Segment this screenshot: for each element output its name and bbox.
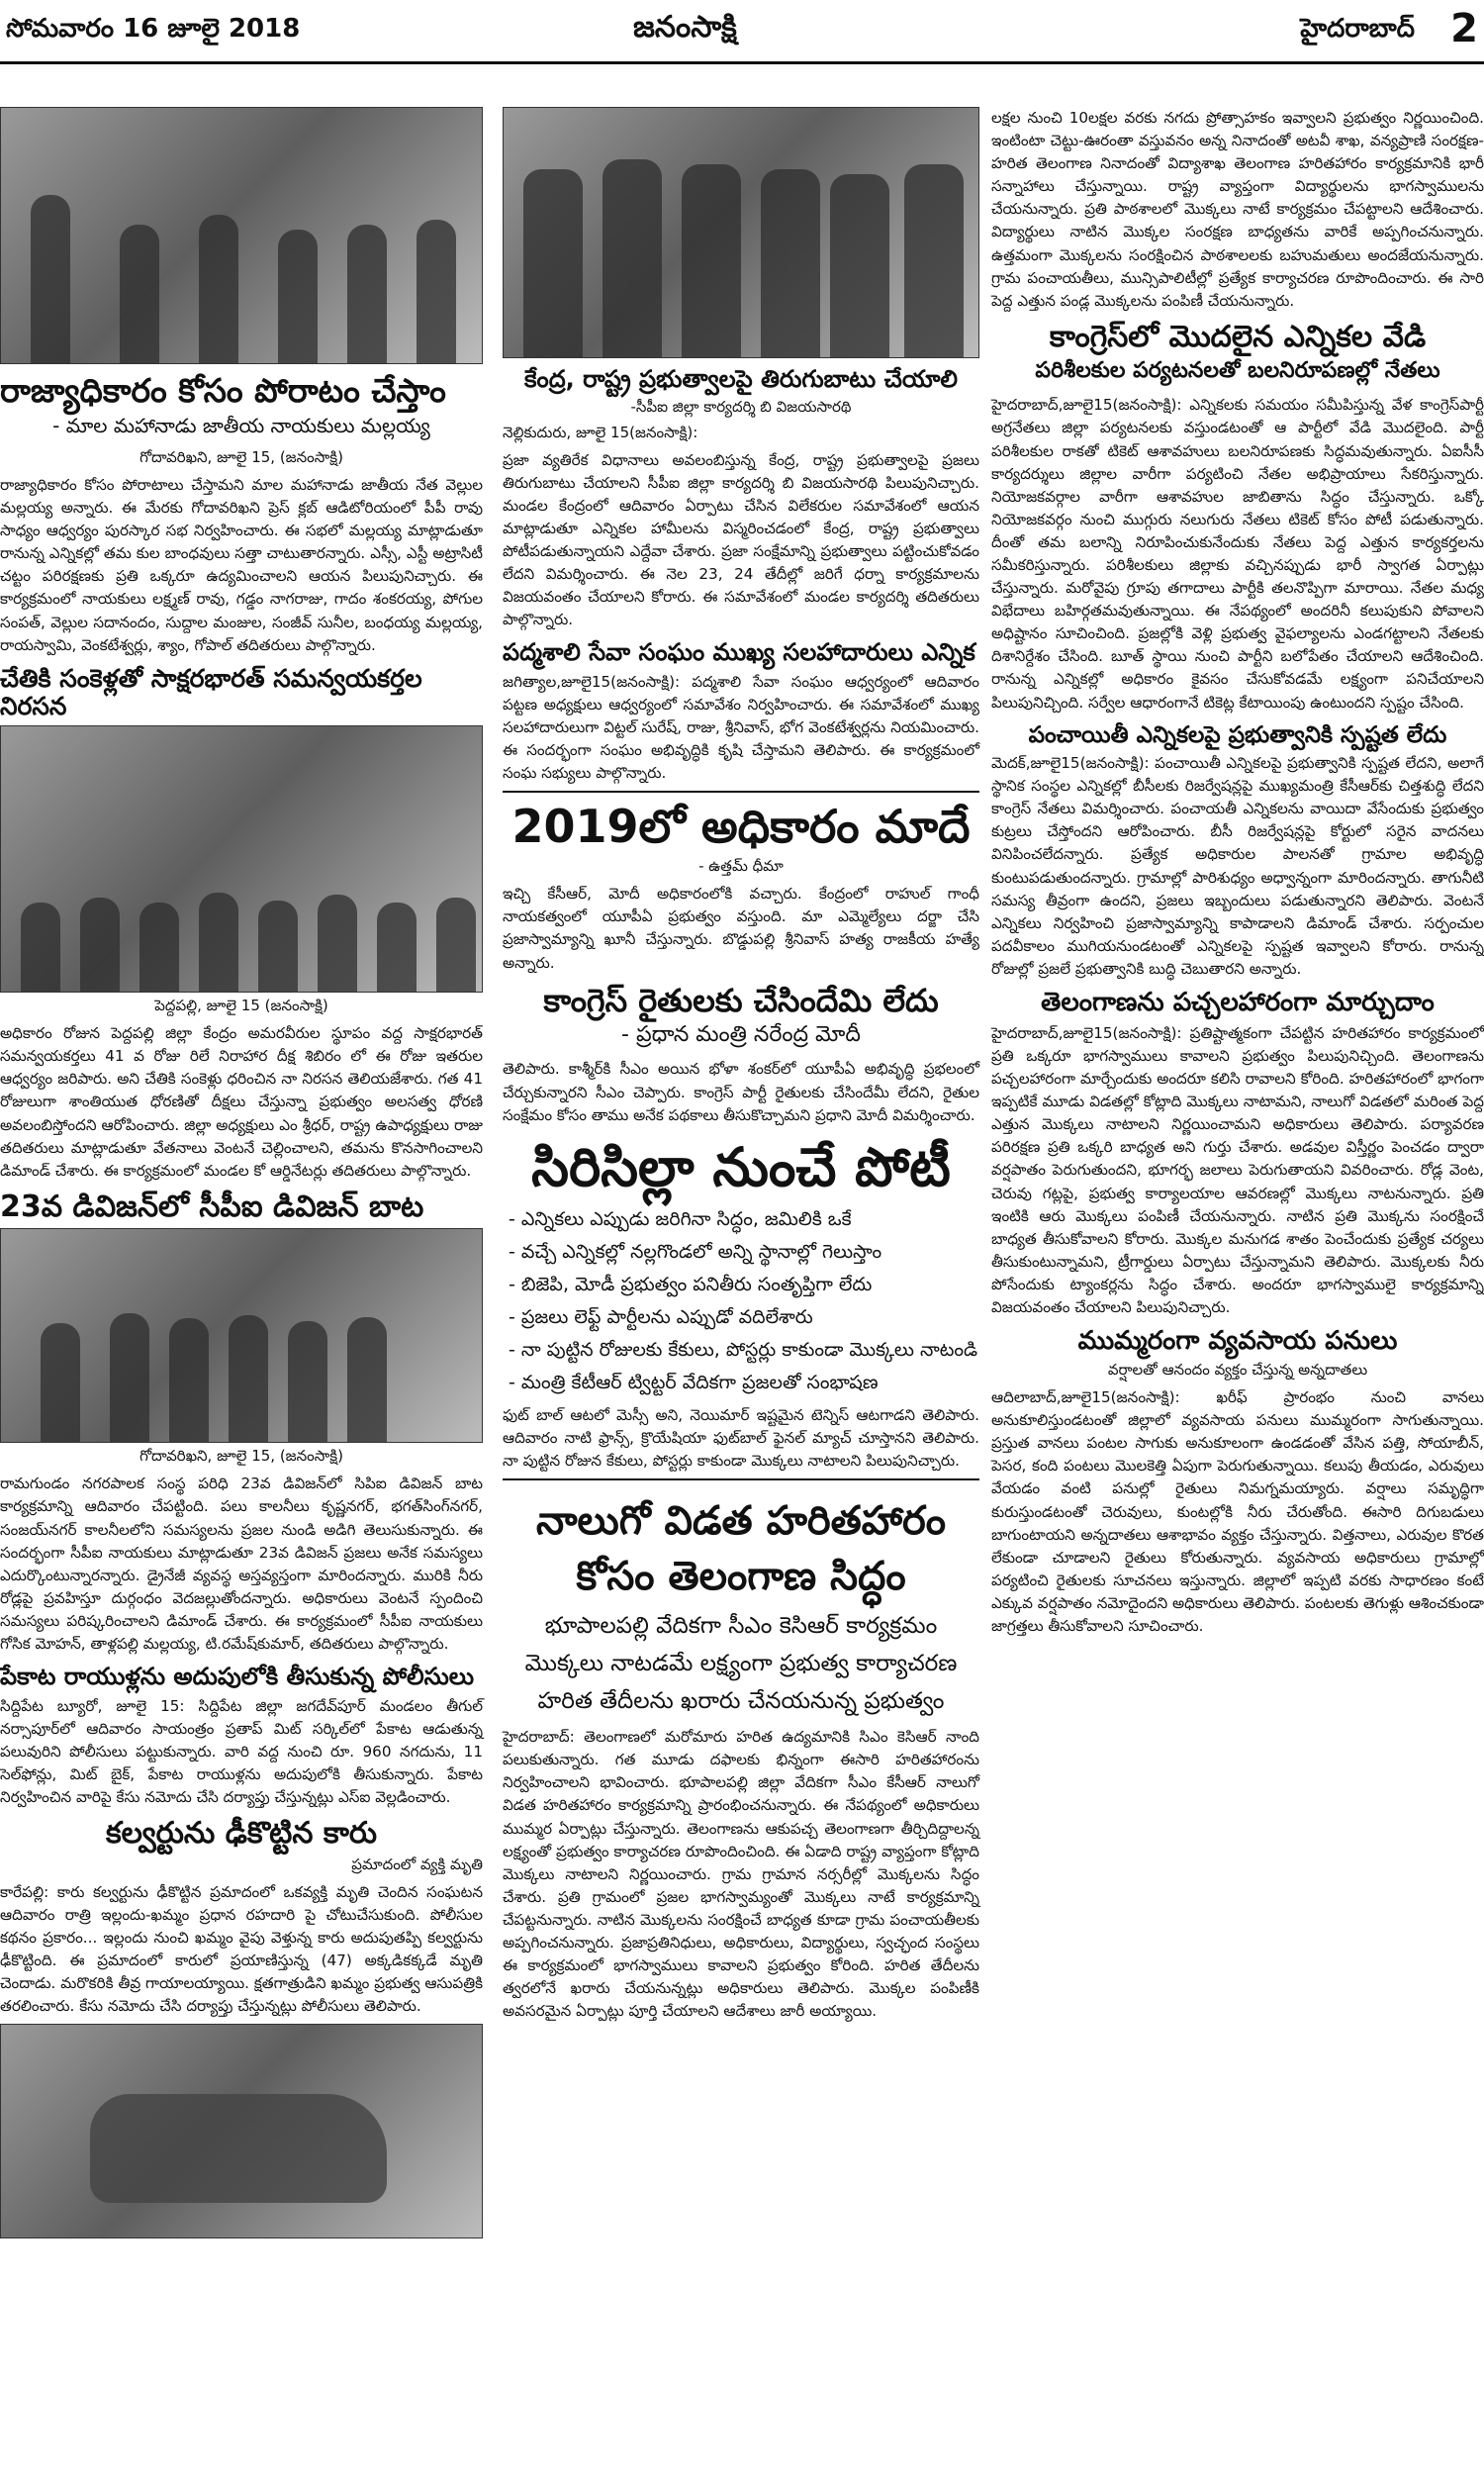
column-2	[503, 107, 979, 2023]
divider	[503, 791, 979, 793]
page-header	[0, 0, 1484, 64]
article-2-dateline: పెద్దపల్లి, జూలై 15 (జనంసాక్షి)	[154, 997, 328, 1015]
article-11-headline-line-1: నాలుగో విడత హరితహారం	[535, 1498, 947, 1545]
protest-photo	[0, 725, 483, 993]
article-1-dateline: గోదావరిఖని, జూలై 15, (జనంసాక్షి)	[139, 447, 343, 466]
divider	[503, 1478, 979, 1480]
article-2-headline: చేతికి సంకెళ్లతో సాక్షరభారత్ సమన్వయకర్తల నిరసన	[0, 663, 422, 721]
article-10-body: ఫుట్ బాల్ ఆటలో మెస్సీ అని, నెయిమార్ ఇష్టమైన టెన్నిస్ ఆటగాడని తెలిపారు. ఆదివారం నాటి ఫ్రాన్స్, క్రొయేషియా ఫుట్‌బాల్ ఫైనల్ మ్యాచ్ చూస్తానని తెలిపారు. నా పుట్టిన రోజున కేకులు, పోస్టర్లు కాకుండా మొక్కలు నాటాలని పిలుపునిచ్చారు.	[503, 1405, 979, 1471]
article-8-subhead: - ఉత్తమ్ ధీమా	[698, 857, 784, 876]
bullet-item: - ఎన్నికలు ఎప్పుడు జరిగినా సిద్ధం, జమిలికి ఒకే	[509, 1207, 852, 1230]
article-5-subhead: ప్రమాదంలో వ్యక్తి మృతి	[351, 1855, 483, 1873]
column-3	[991, 107, 1484, 1638]
article-3-headline: 23వ డివిజన్‌లో సీపీఐ డివిజన్ బాట	[0, 1189, 424, 1224]
article-15-subhead: వర్షాలతో ఆనందం వ్యక్తం చేస్తున్న అన్నదాతలు	[1107, 1361, 1368, 1380]
bullet-item: - బిజెపి, మోడీ ప్రభుత్వం పనితీరు సంతృప్తిగా లేదు	[509, 1273, 873, 1295]
article-6-dateline: నెల్లికుదురు, జూలై 15(జనంసాక్షి):	[503, 423, 698, 441]
article-6-headline: కేంద్ర, రాష్ట్ర ప్రభుత్వాలపై తిరుగుబాటు చేయాలి	[524, 365, 958, 393]
article-1-subhead: - మాల మహానాడు జాతీయ నాయకులు మల్లయ్య	[52, 413, 430, 437]
article-1-headline: రాజ్యాధికారం కోసం పోరాటం చేస్తాం	[0, 371, 446, 410]
car-accident-photo	[0, 2024, 483, 2238]
bullet-item: - ప్రజలు లెఫ్ట్ పార్టీలను ఎప్పుడో వదిలేశారు	[509, 1305, 813, 1328]
article-4-headline: పేకాట రాయుళ్లను అదుపులోకి తీసుకున్న పోలీసులు	[0, 1663, 475, 1691]
article-12-body: హైదరాబాద్,జూలై15(జనంసాక్షి): ఎన్నికలకు సమయం సమీపిస్తున్న వేళ కాంగ్రెస్‌పార్టీ అగ్రనేతలు జిల్లా పర్యటనలకు వస్తుండటంతో ఆ పార్టీలో వేడి మొదలైంది. పార్టీ పరిశీలకుల రాకతో టికెట్ ఆశావహులు బలనిరూపణకు సిద్ధమవుతున్నారు. ఏఐసీసీ కార్యదర్శులు జిల్లాల వారీగా పర్యటించి నేతల అభిప్రాయాలు సేకరిస్తున్నారు. నియోజకవర్గాల వారీగా ఆశావహుల జాబితాను సిద్ధం చేస్తున్నారు. ఒక్కో నియోజకవర్గం నుంచి ముగ్గురు నలుగురు నేతలు టికెట్ కోసం పోటీ పడుతున్నారు. దీంతో తమ బలాన్ని నిరూపించుకునేందుకు నేతలు పెద్ద ఎత్తున కార్యకర్తలను సమీకరిస్తున్నారు. పరిశీలకులు జిల్లాకు వచ్చినప్పుడు భారీ స్వాగత ఏర్పాట్లు చేస్తున్నారు. మరోవైపు గ్రూపు తగాదాలు పార్టీకి తలనొప్పిగా మారాయి. నేతల మధ్య విభేదాలు బహిర్గతమవుతున్నాయి. ఈ నేపథ్యంలో అందరినీ కలుపుకుని పోవాలని అధిష్టానం సూచించింది. ప్రజల్లోకి వెళ్లి ప్రభుత్వ వైఫల్యాలను ఎండగట్టాలని నేతలకు దిశానిర్దేశం చేసింది. బూత్ స్థాయి నుంచి పార్టీని బలోపేతం చేయాలని ఆదేశించింది. రానున్న ఎన్నికల్లో అధికారం కైవసం చేసుకోవడమే లక్ష్యంగా పనిచేయాలని పిలుపునిచ్చింది. సర్వేల ఆధారంగానే టికెట్ల కేటాయింపు ఉంటుందని స్పష్టం చేసింది.	[991, 396, 1484, 712]
article-11-continued: లక్షల నుంచి 10లక్షల వరకు నగదు ప్రోత్సాహకం ఇవ్వాలని ప్రభుత్వం నిర్ణయించింది. ఇంటింటా చెట్టు-ఊరంతా వస్తువనం అన్న నినాదంతో అటవీ శాఖ, వన్యప్రాణి సంరక్షణ-హరిత తెలంగాణ నినాదంతో విద్యాశాఖ తెలంగాణ హరితహారం కార్యక్రమానికి భారీ సన్నాహాలు చేస్తున్నాయి. రాష్ట్ర వ్యాప్తంగా విద్యార్థులను భాగస్వాములను చేయనున్నారు. ప్రతి పాఠశాలలో మొక్కలు నాటే కార్యక్రమం చేపట్టాలని ఆదేశించారు. విద్యార్థులు నాటిన మొక్కల సంరక్షణ బాధ్యతను వారికే అప్పగించనున్నారు. ఉత్తమంగా మొక్కలను సంరక్షించిన పాఠశాలలకు బహుమతులు అందజేయనున్నారు. గ్రామ పంచాయతీలు, మున్సిపాలిటీల్లో ప్రత్యేక కార్యాచరణ రూపొందించారు. ఈ సారి పెద్ద ఎత్తున పండ్ల మొక్కలను పంపిణీ చేయనున్నారు.	[991, 109, 1484, 310]
article-3-dateline: గోదావరిఖని, జూలై 15, (జనంసాక్షి)	[139, 1447, 343, 1466]
article-9-body: తెలిపారు. కాశ్మీర్‌కి సీఎం అయిన భోళా శంకర్‌లో యూపీఏ అభివృద్ధి ప్రభలంలో చేర్చుకున్నారని సీఎం చెప్పారు. కాంగ్రెస్ పార్టీ రైతులకు చేసిందేమీ లేదని, రైతుల సంక్షేమం కోసం తాము అనేక పథకాలు తీసుకొచ్చామని ప్రధాని మోదీ విమర్శించారు.	[503, 1060, 979, 1124]
article-13-body: మెదక్,జూలై15(జనంసాక్షి): పంచాయితీ ఎన్నికలపై ప్రభుత్వానికి స్పష్టత లేదని, అలాగే స్థానిక సంస్థల ఎన్నికల్లో బీసీలకు రిజర్వేషన్లపై ముఖ్యమంత్రి కేసీఆర్‌కు చిత్తశుద్ధి లేదని కాంగ్రెస్ నేతలు విమర్శించారు. పంచాయతీ ఎన్నికలను వాయిదా వేసేందుకు ప్రభుత్వం కుట్రలు చేస్తోందని ఆరోపించారు. బీసీ రిజర్వేషన్లపై కోర్టులో సరైన వాదనలు వినిపించలేదన్నారు. ప్రత్యేక అధికారుల పాలనతో గ్రామాల అభివృద్ధి కుంటుపడుతుందన్నారు. గ్రామాల్లో పారిశుధ్యం అధ్వాన్నంగా మారిందన్నారు. తాగునీటి సమస్య తీవ్రంగా ఉందని, ప్రజలు ఇబ్బందులు పడుతున్నారని తెలిపారు. వెంటనే ఎన్నికలు నిర్వహించి ప్రజాస్వామ్యాన్ని కాపాడాలని డిమాండ్ చేశారు. సర్పంచుల పదవీకాలం ముగియనుండటంతో ఎన్నికలపై స్పష్టత ఇవ్వాలని కోరారు. రానున్న రోజుల్లో ప్రజలే ప్రభుత్వానికి బుద్ధి చెబుతారని అన్నారు.	[991, 754, 1484, 978]
article-9-subhead: - ప్రధాన మంత్రి నరేంద్ర మోదీ	[621, 1022, 861, 1048]
article-14-body: హైదరాబాద్,జూలై15(జనంసాక్షి): ప్రతిష్టాత్మకంగా చేపట్టిన హరితహారం కార్యక్రమంలో ప్రతి ఒక్కరూ భాగస్వాములు కావాలని ప్రభుత్వం పిలుపునిచ్చింది. తెలంగాణను పచ్చలహారంగా మార్చేందుకు అందరూ కలిసి రావాలని కోరింది. హరితహారంలో భాగంగా ఇప్పటికే మూడు విడతల్లో కోట్లాది మొక్కలు నాటామని, నాలుగో విడతలో మరింత పెద్ద ఎత్తున మొక్కలు నాటాలని నిర్ణయించామని అధికారులు తెలిపారు. పర్యావరణ పరిరక్షణ ప్రతి ఒక్కరి బాధ్యత అని గుర్తు చేశారు. అడవుల విస్తీర్ణం పెంచడం ద్వారా వర్షపాతం పెరుగుతుందని, భూగర్భ జలాలు పెరుగుతాయని వివరించారు. రోడ్ల వెంట, చెరువు గట్లపై, ప్రభుత్వ కార్యాలయాల ఆవరణల్లో మొక్కలు నాటనున్నారు. ప్రతి ఇంటికి ఆరు మొక్కలు పంపిణీ చేయనున్నారు. నాటిన ప్రతి మొక్కను సంరక్షించే బాధ్యత తీసుకోవాలని కోరారు. మొక్కల మనుగడ శాతం పెంచేందుకు ప్రత్యేక చర్యలు తీసుకుంటున్నామని, ట్రీగార్డులు ఏర్పాటు చేస్తున్నామని తెలిపారు. మొక్కలకు నీరు పోసేందుకు ట్యాంకర్లను సిద్ధం చేశారు. అందరూ భాగస్వాములై కార్యక్రమాన్ని విజయవంతం చేయాలని పిలుపునిచ్చారు.	[991, 1023, 1484, 1317]
article-6-body: ప్రజా వ్యతిరేక విధానాలు అవలంబిస్తున్న కేంద్ర, రాష్ట్ర ప్రభుత్వాలపై ప్రజలు తిరుగుబాటు చేయాలని సీపీఐ జిల్లా కార్యదర్శి బి విజయసారథి పిలుపునిచ్చారు. మండల కేంద్రంలో ఆదివారం ఏర్పాటు చేసిన విలేకరుల సమావేశంలో ఆయన మాట్లాడుతూ ఎన్నికల హామీలను విస్మరించడంలో కేంద్ర, రాష్ట్ర ప్రభుత్వాలు పోటీపడుతున్నాయని ఎద్దేవా చేశారు. ప్రజా సంక్షేమాన్ని ప్రభుత్వాలు పట్టించుకోవడం లేదని విమర్శించారు. ఈ నెల 23, 24 తేదీల్లో జరిగే ధర్నా కార్యక్రమాలను విజయవంతం చేయాలని కోరారు. ఈ సమావేశంలో మండల కార్యదర్శి తదితరులు పాల్గొన్నారు.	[503, 450, 979, 629]
masthead-logo: జనంసాక్షి	[633, 10, 737, 45]
article-11-subhead-2: మొక్కలు నాటడమే లక్ష్యంగా ప్రభుత్వ కార్యాచరణ	[524, 1651, 958, 1677]
issue-date: సోమవారం 16 జూలై 2018	[6, 14, 301, 44]
article-1-body: రాజ్యాధికారం కోసం పోరాటాలు చేస్తామని మాల మహానాడు జాతీయ నేత వెల్లుల మల్లయ్య అన్నారు. ఈ మేరకు గోదావరిఖని ప్రెస్ క్లబ్ ఆడిటోరియంలో పీపీ రావు సాధ్యం ఆధ్వర్యం పురస్కార సభ నిర్వహించారు. ఈ సభలో మల్లయ్య మాట్లాడుతూ రానున్న ఎన్నికల్లో తమ కుల బాంధవులు సత్తా చాటుతారన్నారు. ఎస్సీ, ఎస్టీ అట్రాసిటీ చట్టం పరిరక్షణకు ప్రతి ఒక్కరూ ఉద్యమించాలని ఆయన పిలుపునిచ్చారు. ఈ కార్యక్రమంలో నాయకులు లక్ష్మణ్ రావు, గడ్డం నాగరాజు, గాదం శంకరయ్య, పోగుల సంపత్, వెల్లుల సదానందం, సుద్దాల మంజుల, సంజీవ్ సునీల, బంధయ్య మల్లయ్య, రాయస్వామి, వెంకటేశ్వర్లు, శ్యాం, గోపాల్ తదితరులు పాల్గొన్నారు.	[0, 475, 483, 654]
article-6-subhead: -సీపీఐ జిల్లా కార్యదర్శి బి విజయసారథి	[630, 397, 852, 416]
article-2-body: అధికారం రోజున పెద్దపల్లి జిల్లా కేంద్రం అమరవీరుల స్థూపం వద్ద సాక్షరభారత్ సమన్వయకర్తలు 41 వ రోజు రిలే నిరాహార దీక్ష శిబిరం లో ఈ రోజు ఇతరుల ఆధ్వర్యం జరిపారు. అని చేతికి సంకెళ్లు ధరించిన నా నిరసన తెలియజేశారు. గత 41 రోజులుగా శాంతియుత ధోరణితో దీక్షలు చేస్తున్నా ప్రభుత్వం అలసత్వ ధోరణి అవలంబిస్తోందని ఆరోపించారు. జిల్లా అధ్యక్షులు ఎం శ్రీధర్, రాష్ట్ర ఉపాధ్యక్షులు రాజు తదితరులు మాట్లాడుతూ వేతనాలు వెంటనే చెల్లించాలని, తమను కొనసాగించాలని డిమాండ్ చేశారు. ఈ కార్యక్రమంలో మండల కో ఆర్డినేటర్లు తదితరులు పాల్గొన్నారు.	[0, 1024, 483, 1180]
article-5-headline: కల్వర్టును ఢీకొట్టిన కారు	[106, 1816, 377, 1852]
article-5-body: కారేపల్లి: కారు కల్వర్టును ఢీకొట్టిన ప్రమాదంలో ఒకవ్యక్తి మృతి చెందిన సంఘటన ఆదివారం రాత్రి ఇల్లందు-ఖమ్మం ప్రధాన రహదారి పై చోటుచేసుకుంది. పోలీసుల కథనం ప్రకారం... ఇల్లందు నుంచి ఖమ్మం వైపు వెళ్తున్న కారు అదుపుతప్పి కల్వర్టును ఢీకొట్టింది. ఈ ప్రమాదంలో కారులో ప్రయాణిస్తున్న (47) అక్కడికక్కడే మృతి చెందాడు. మరొకరికి తీవ్ర గాయాలయ్యాయి. క్షతగాత్రుడిని ఖమ్మం ప్రభుత్వ ఆసుపత్రికి తరలించారు. కేసు నమోదు చేసి దర్యాప్తు చేస్తున్నట్లు పోలీసులు తెలిపారు.	[0, 1882, 483, 2016]
column-1	[0, 107, 483, 2238]
article-11-body: హైదరాబాద్: తెలంగాణలో మరోమారు హరిత ఉద్యమానికి సిఎం కెసిఆర్ నాంది పలుకుతున్నారు. గత మూడు దఫాలకు భిన్నంగా ఈసారి హరితహారంను నిర్వహించాలని భావించారు. భూపాలపల్లి జిల్లా వేదికగా సీఎం కేసీఆర్ నాలుగో విడత హరితహారం కార్యక్రమాన్ని ప్రారంభించనున్నారు. ఈ నేపథ్యంలో అధికారులు ముమ్మర ఏర్పాట్లు చేస్తున్నారు. తెలంగాణను ఆకుపచ్చ తెలంగాణగా తీర్చిదిద్దాలన్న లక్ష్యంతో ప్రభుత్వం కార్యాచరణ రూపొందించింది. ఈ ఏడాది రాష్ట్ర వ్యాప్తంగా కోట్లాది మొక్కలు నాటాలని నిర్ణయించారు. గ్రామ గ్రామాన నర్సరీల్లో మొక్కలను సిద్ధం చేశారు. ప్రతి గ్రామంలో ప్రజల భాగస్వామ్యంతో మొక్కలు నాటే కార్యక్రమాన్ని చేపట్టనున్నారు. నాటిన మొక్కలను సంరక్షించే బాధ్యత కూడా గ్రామ పంచాయతీలకు అప్పగించనున్నారు. ప్రజాప్రతినిధులు, అధికారులు, విద్యార్థులు, స్వచ్ఛంద సంస్థలు ఈ కార్యక్రమంలో భాగస్వాములు కావాలని ప్రభుత్వం కోరింది. హరిత తేదీలను త్వరలోనే ఖరారు చేయనున్నట్లు అధికారులు తెలిపారు. మొక్కల పంపిణీకి అవసరమైన ఏర్పాట్లు పూర్తి చేయాలని ఆదేశాలు జారీ అయ్యాయి.	[503, 1728, 979, 2021]
article-9-headline: కాంగ్రెస్ రైతులకు చేసిందేమి లేదు	[543, 981, 939, 1019]
article-4-body: సిద్దిపేట బ్యూరో, జూలై 15: సిద్దిపేట జిల్లా జగదేవ్‌పూర్ మండలం తీగుల్ నర్సాపూర్‌లో ఆదివారం సాయంత్రం ప్రతాప్ మిట్ సర్కిల్‌లో పేకాట ఆడుతున్న పలువురిని పోలీసులు పట్టుకున్నారు. వారి వద్ద నుంచి రూ. 960 నగదును, 11 సెల్‌ఫోన్లు, మిట్ బైక్, పేకాట రాయుళ్లను అదుపులోకి తీసుకున్నారు. పేకాట నిర్వహించిన వారిపై కేసు నమోదు చేసి దర్యాప్తు చేస్తున్నట్లు ఎస్‌ఐ వెల్లడించారు.	[0, 1696, 483, 1807]
edition-city: హైదరాబాద్	[1300, 14, 1415, 44]
article-11-subhead-3: హరిత తేదీలను ఖరారు చేనయనున్న ప్రభుత్వం	[537, 1688, 945, 1715]
bullet-item: - మంత్రి కేటీఆర్ ట్విట్టర్ వేదికగా ప్రజలతో సంభాషణ	[509, 1371, 879, 1393]
division-visit-photo	[0, 1228, 483, 1443]
press-club-meeting-photo	[0, 107, 483, 364]
article-7-headline: పద్మశాలి సేవా సంఘం ముఖ్య సలహాదారులు ఎన్నిక	[503, 638, 975, 667]
cpi-leaders-photo	[503, 107, 979, 358]
article-12-headline: కాంగ్రెస్‌లో మొదలైన ఎన్నికల వేడి	[1049, 319, 1427, 354]
bullet-item: - వచ్చే ఎన్నికల్లో నల్లగొండలో అన్ని స్థానాల్లో గెలుస్తాం	[509, 1240, 882, 1263]
page-number: 2	[1450, 6, 1478, 51]
article-15-headline: ముమ్మరంగా వ్యవసాయ పనులు	[1077, 1326, 1398, 1357]
article-13-headline: పంచాయితీ ఎన్నికలపై ప్రభుత్వానికి స్పష్టత లేదు	[1028, 721, 1447, 748]
article-15-body: ఆదిలాబాద్,జూలై15(జనంసాక్షి): ఖరీఫ్ ప్రారంభం నుంచి వానలు అనుకూలిస్తుండటంతో జిల్లాలో వ్యవసాయ పనులు ముమ్మరంగా సాగుతున్నాయి. ప్రస్తుత వానలు పంటల సాగుకు అనుకూలంగా ఉండడంతో వేసిన పత్తి, సోయాబీన్, పెసర, కంది పంటలు మొలకెత్తి ఏపుగా పెరుగుతున్నాయి. కలుపు తీయడం, ఎరువులు వేయడం వంటి పనుల్లో రైతులు నిమగ్నమయ్యారు. వర్షాలు సమృద్ధిగా కురుస్తుండటంతో చెరువులు, కుంటల్లోకి నీరు చేరుతోంది. ఈసారి దిగుబడులు బాగుంటాయని అన్నదాతలు ఆశాభావం వ్యక్తం చేస్తున్నారు. విత్తనాలు, ఎరువుల కొరత లేకుండా చూడాలని రైతులు కోరుతున్నారు. వ్యవసాయ అధికారులు గ్రామాల్లో పర్యటించి రైతులకు సూచనలు ఇస్తున్నారు. జిల్లాలో ఇప్పటి వరకు సాధారణం కంటే ఎక్కువ వర్షపాతం నమోదైందని అధికారులు తెలిపారు. పంటలకు తెగుళ్లు ఆశించకుండా జాగ్రత్తలు తీసుకోవాలని సూచించారు.	[991, 1388, 1484, 1635]
article-14-headline: తెలంగాణను పచ్చలహారంగా మార్చుదాం	[1041, 988, 1435, 1018]
bullet-item: - నా పుట్టిన రోజులకు కేకులు, పోస్టర్లు కాకుండా మొక్కలు నాటండి	[509, 1338, 978, 1361]
article-8-headline: 2019లో అధికారం మాదే	[511, 800, 971, 854]
article-10-headline: సిరిసిల్లా నుంచే పోటీ	[531, 1135, 951, 1198]
article-8-body: ఇచ్చి కేసీఆర్, మోదీ అధికారంలోకి వచ్చారు. కేంద్రంలో రాహుల్ గాంధీ నాయకత్వంలో యూపీఏ ప్రభుత్వం వస్తుంది. మా ఎమ్మెల్యేలు దర్జా చేసి ప్రజాస్వామ్యాన్ని ఖూనీ చేస్తున్నారు. బొడ్డుపల్లి శ్రీనివాస్ హత్య రాజకీయ హత్యే అన్నారు.	[503, 885, 979, 972]
article-11-headline-line-2: కోసం తెలంగాణ సిద్ధం	[576, 1554, 906, 1600]
article-12-subhead: పరిశీలకుల పర్యటనలతో బలనిరూపణల్లో నేతలు	[1035, 358, 1440, 384]
article-3-body: రామగుండం నగరపాలక సంస్థ పరిధి 23వ డివిజన్‌లో సిపిఐ డివిజన్ బాట కార్యక్రమాన్ని ఆదివారం చేపట్టింది. పలు కాలనీలు కృష్ణనగర్, భగత్‌సింగ్‌నగర్, సంజయ్‌నగర్ కాలనీలలోని సమస్యలను ప్రజల నుండి అడిగి తెలుసుకున్నారు. ఈ సందర్భంగా సీపీఐ నాయకులు మాట్లాడుతూ 23వ డివిజన్ ప్రజలు అనేక సమస్యలు ఎదుర్కొంటున్నారన్నారు. డ్రైనేజీ వ్యవస్థ అస్తవ్యస్తంగా మారిందన్నారు. మురికి నీరు రోడ్లపై ప్రవహిస్తూ దుర్గంధం వెదజల్లుతోందన్నారు. అధికారులు వెంటనే స్పందించి సమస్యలు పరిష్కరించాలని డిమాండ్ చేశారు. ఈ కార్యక్రమంలో సీపీఐ నాయకులు గోసిక మోహన్, తాళ్లపల్లి మల్లయ్య, టి.రమేష్‌కుమార్, తదితరులు పాల్గొన్నారు.	[0, 1475, 483, 1653]
article-11-subhead-1: భూపాలపల్లి వేదికగా సీఎం కెసిఆర్ కార్యక్రమం	[544, 1613, 938, 1640]
article-7-body: జగిత్యాల,జూలై15(జనంసాక్షి): పద్మశాలి సేవా సంఘం ఆధ్వర్యంలో ఆదివారం పట్టణ అధ్యక్షులు ఆధ్వర్యంలో సమావేశం నిర్వహించారు. ఈ సమావేశంలో ముఖ్య సలహాదారులుగా విట్టల్ సురేష్, రాజు, శ్రీనివాస్, భోగ వెంకటేశ్వర్లను నియమించారు. ఈ సందర్భంగా సంఘం అభివృద్ధికి కృషి చేస్తామని తెలిపారు. ఈ కార్యక్రమంలో సంఘ సభ్యులు పాల్గొన్నారు.	[503, 672, 979, 783]
